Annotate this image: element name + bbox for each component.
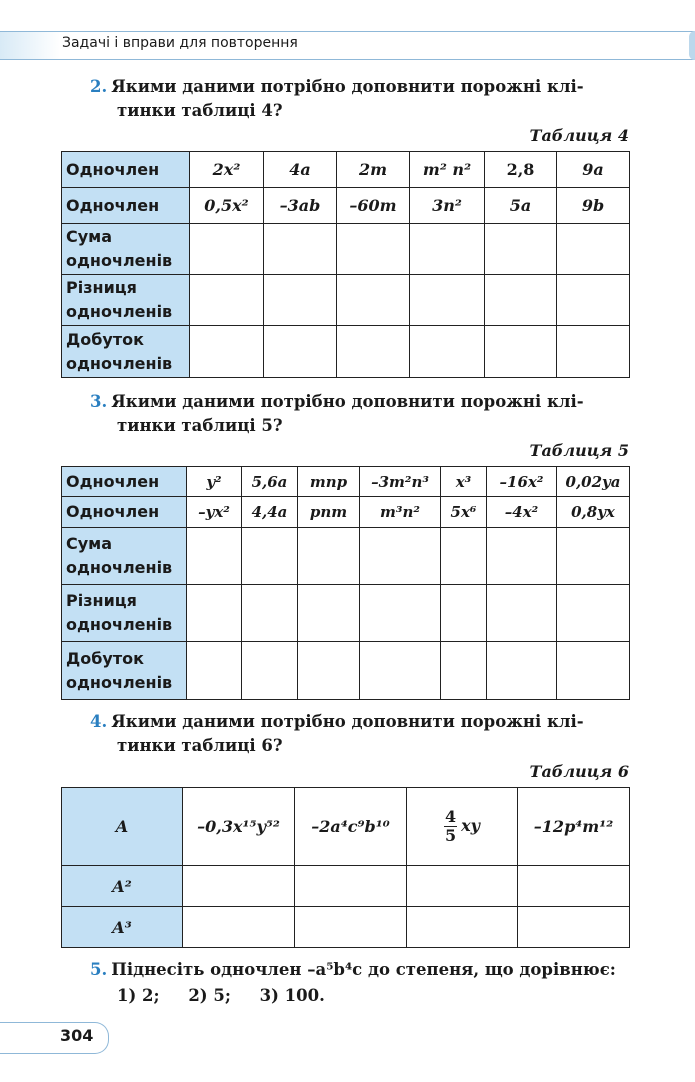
task-3-number: 3. xyxy=(90,392,108,411)
cell: 9a xyxy=(557,152,630,188)
table-6-caption: Таблиця 6 xyxy=(529,762,629,781)
empty-cell xyxy=(187,585,242,642)
empty-cell xyxy=(407,866,518,907)
empty-cell xyxy=(183,866,295,907)
empty-cell xyxy=(242,528,298,585)
empty-cell xyxy=(242,585,298,642)
empty-cell xyxy=(183,907,295,948)
empty-cell xyxy=(295,866,407,907)
task-2-number: 2. xyxy=(90,77,108,96)
row-label: Одночлен xyxy=(62,152,190,188)
cell: 0,5x² xyxy=(190,188,264,224)
task-4-text: Якими даними потрібно доповнити порожні клі- xyxy=(111,712,584,731)
cell: –4x² xyxy=(487,497,557,528)
empty-cell xyxy=(360,528,441,585)
empty-cell xyxy=(190,224,264,275)
table-5 xyxy=(61,466,630,700)
empty-cell xyxy=(360,585,441,642)
empty-cell xyxy=(264,275,337,326)
empty-cell xyxy=(441,642,487,700)
empty-cell xyxy=(337,224,410,275)
empty-cell xyxy=(410,224,485,275)
row-label: Різниця одночленів xyxy=(62,585,187,642)
empty-cell xyxy=(485,275,557,326)
cell: –12p⁴m¹² xyxy=(518,788,630,866)
table-4 xyxy=(61,151,630,378)
empty-cell xyxy=(295,907,407,948)
cell: 2,8 xyxy=(485,152,557,188)
empty-cell xyxy=(298,528,360,585)
table-row xyxy=(62,788,630,866)
empty-cell xyxy=(557,326,630,378)
empty-cell xyxy=(441,528,487,585)
empty-cell xyxy=(518,907,630,948)
cell: –2a⁴c⁹b¹⁰ xyxy=(295,788,407,866)
table-row xyxy=(62,467,630,497)
task-3 xyxy=(90,390,630,438)
task-4-number: 4. xyxy=(90,712,108,731)
cell: 2m xyxy=(337,152,410,188)
task-3-text-line2: тинки таблиці 5? xyxy=(117,416,283,435)
cell: –60m xyxy=(337,188,410,224)
empty-cell xyxy=(337,275,410,326)
empty-cell xyxy=(242,642,298,700)
cell: 0,02ya xyxy=(557,467,630,497)
cell: –16x² xyxy=(487,467,557,497)
empty-cell xyxy=(557,275,630,326)
task-2 xyxy=(90,75,630,123)
cell-text: xy xyxy=(461,816,480,835)
task-5-text: Піднесіть одночлен –a⁵b⁴c до степеня, що дорівнює: xyxy=(111,960,616,979)
table-row xyxy=(62,326,630,378)
cell: m² n² xyxy=(410,152,485,188)
row-label: Сума одночленів xyxy=(62,224,190,275)
cell: x³ xyxy=(441,467,487,497)
row-label: Добуток одночленів xyxy=(62,326,190,378)
empty-cell xyxy=(518,866,630,907)
empty-cell xyxy=(557,224,630,275)
empty-cell xyxy=(557,585,630,642)
task-5-options: 1) 2; 2) 5; 3) 100. xyxy=(117,986,325,1005)
empty-cell xyxy=(485,224,557,275)
empty-cell xyxy=(487,642,557,700)
table-row xyxy=(62,224,630,275)
row-label: Одночлен xyxy=(62,497,187,528)
empty-cell xyxy=(187,528,242,585)
row-label: A xyxy=(62,788,183,866)
cell: –3m²n³ xyxy=(360,467,441,497)
empty-cell xyxy=(487,528,557,585)
row-label: A³ xyxy=(62,907,183,948)
cell: –yx² xyxy=(187,497,242,528)
cell: 5x⁶ xyxy=(441,497,487,528)
table-row xyxy=(62,528,630,585)
task-5-number: 5. xyxy=(90,960,108,979)
table-row xyxy=(62,152,630,188)
cell: m³n² xyxy=(360,497,441,528)
table-row xyxy=(62,497,630,528)
task-3-text: Якими даними потрібно доповнити порожні клі- xyxy=(111,392,584,411)
header-edge-tab xyxy=(689,31,695,60)
empty-cell xyxy=(187,642,242,700)
empty-cell xyxy=(407,907,518,948)
table-row xyxy=(62,866,630,907)
task-4 xyxy=(90,710,630,758)
row-label: Одночлен xyxy=(62,467,187,497)
row-label: Добуток одночленів xyxy=(62,642,187,700)
cell: 4a xyxy=(264,152,337,188)
task-4-text-line2: тинки таблиці 6? xyxy=(117,736,283,755)
empty-cell xyxy=(337,326,410,378)
empty-cell xyxy=(190,326,264,378)
empty-cell xyxy=(410,326,485,378)
empty-cell xyxy=(360,642,441,700)
table-row xyxy=(62,585,630,642)
empty-cell xyxy=(264,326,337,378)
row-label: Одночлен xyxy=(62,188,190,224)
row-label: Різниця одночленів xyxy=(62,275,190,326)
empty-cell xyxy=(557,642,630,700)
empty-cell xyxy=(298,642,360,700)
cell: –0,3x¹⁵y⁵² xyxy=(183,788,295,866)
empty-cell xyxy=(441,585,487,642)
empty-cell xyxy=(410,275,485,326)
cell: 5,6a xyxy=(242,467,298,497)
fraction-denominator: 5 xyxy=(445,826,457,845)
table-4-caption: Таблиця 4 xyxy=(529,126,629,145)
cell: 5a xyxy=(485,188,557,224)
section-title: Задачі і вправи для повторення xyxy=(62,35,298,51)
table-6 xyxy=(61,787,630,948)
cell: –3ab xyxy=(264,188,337,224)
empty-cell xyxy=(298,585,360,642)
cell: 2x² xyxy=(190,152,264,188)
cell: pnm xyxy=(298,497,360,528)
empty-cell xyxy=(487,585,557,642)
fraction-cell xyxy=(407,788,518,866)
cell: y² xyxy=(187,467,242,497)
empty-cell xyxy=(264,224,337,275)
cell: 4,4a xyxy=(242,497,298,528)
table-row xyxy=(62,642,630,700)
task-5 xyxy=(90,958,616,982)
row-label: A² xyxy=(62,866,183,907)
page-number: 304 xyxy=(60,1026,94,1045)
cell: 0,8yx xyxy=(557,497,630,528)
empty-cell xyxy=(190,275,264,326)
task-2-text: Якими даними потрібно доповнити порожні клі- xyxy=(111,77,584,96)
fraction-numerator: 4 xyxy=(445,807,457,826)
table-row xyxy=(62,188,630,224)
empty-cell xyxy=(557,528,630,585)
table-5-caption: Таблиця 5 xyxy=(529,441,629,460)
cell: 9b xyxy=(557,188,630,224)
task-2-text-line2: тинки таблиці 4? xyxy=(117,101,283,120)
row-label: Сума одночленів xyxy=(62,528,187,585)
cell: 3n² xyxy=(410,188,485,224)
table-row xyxy=(62,275,630,326)
empty-cell xyxy=(485,326,557,378)
table-row xyxy=(62,907,630,948)
fraction xyxy=(444,808,457,845)
cell: mnp xyxy=(298,467,360,497)
